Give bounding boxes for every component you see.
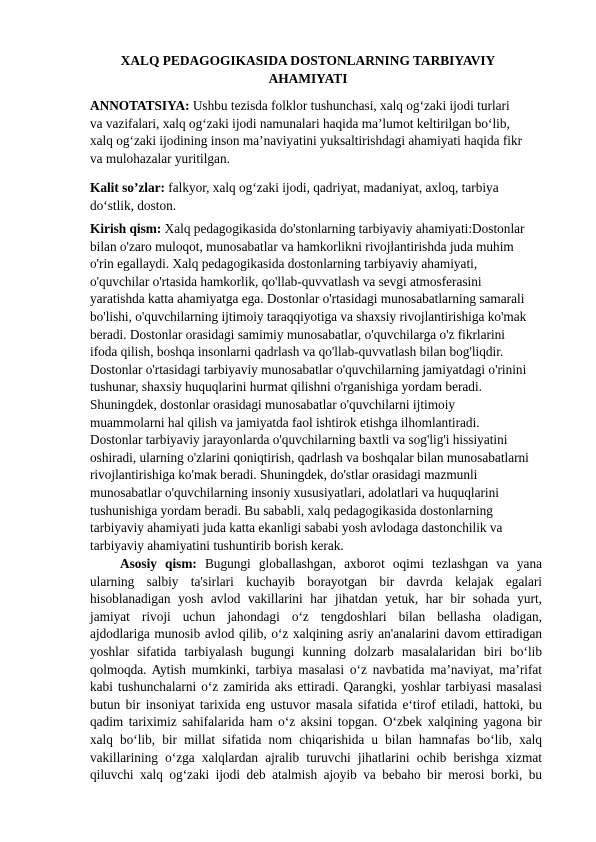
keywords-text: falkyor, xalq og‘zaki ijodi, qadriyat, madaniyat, axloq, tarbiya: [164, 180, 499, 195]
main-label: Asosiy qism:: [120, 556, 197, 571]
annotation-first-line: [90, 97, 542, 115]
intro-text: Xalq pedagogikasida do'stonlarning tarbiyaviy ahamiyati:Dostonlar: [161, 221, 525, 236]
annotation-line: va mulohazalar yuritilgan.: [90, 150, 230, 166]
keywords-line: do‘stlik, doston.: [90, 197, 177, 213]
title-line: XALQ PEDAGOGIKASIDA DOSTONLARNING TARBIYAVIY: [120, 53, 496, 68]
intro-line: Shuningdek, dostonlar orasidagi munosabatlar o'quvchilarni ijtimoiy: [90, 396, 456, 412]
main-first-line: [90, 555, 542, 573]
intro-line: o'quvchilar o'rtasida hamkorlik, qo'llab-quvvatlash va sevgi atmosferasini: [90, 273, 482, 289]
main-line: vakillarining o‘zga xalqlardan ajralib turuvchi jihatlarini ochib berishga xizmat: [90, 749, 542, 765]
main-line: yoshlar sifatida tarbiyalash bugungi kunning dolzarb masalalaridan biri bo‘lib: [90, 643, 542, 659]
main-line: hisoblanadigan yosh avlod vakillarini har jihatdan yetuk, har bir sohada yurt,: [90, 591, 542, 607]
intro-line: tarbiyaviy ahamiyati juda katta ekanligi sababi yosh avlodaga dastonchilik va: [90, 520, 503, 536]
intro-line: tushunishiga yordam beradi. Bu sababli, xalq pedagogikasida dostonlarning: [90, 502, 493, 518]
intro-line: yaratishda katta ahamiyatga ega. Dostonlar o'rtasidagi munosabatlarning samarali: [90, 291, 525, 307]
intro-line: Dostonlar o'rtasidagi tarbiyaviy munosabatlar o'quvchilarning jamiyatdagi o'rinini: [90, 361, 527, 377]
intro-line: o'rin egallaydi. Xalq pedagogikasida dostonlarning tarbiyaviy ahamiyati,: [90, 256, 478, 272]
intro-line: tarbiyaviy ahamiyatini tushuntirib borish kerak.: [90, 537, 344, 553]
main-line: ularning salbiy ta'sirlari kuchayib borayotgan bir davrda kelajak egalari: [90, 573, 542, 589]
keywords-first-line: [90, 179, 542, 197]
intro-label: Kirish qism:: [90, 221, 162, 236]
main-line: xalq bo‘lib, bir millat sifatida nom chiqarishida u bilan hamnafas bo‘lib, xalq: [90, 731, 542, 747]
intro-paragraph: [90, 220, 542, 554]
main-line: qolmoqda. Aytish mumkinki, tarbiya masalasi o‘z navbatida ma’naviyat, ma’rifat: [90, 661, 542, 677]
keywords-paragraph: [90, 179, 542, 214]
intro-line: Dostonlar tarbiyaviy jarayonlarda o'quvchilarning baxtli va sog'lig'i hissiyatini: [90, 432, 508, 448]
intro-line: bilan o'zaro muloqot, munosabatlar va hamkorlikni rivojlantirishda juda muhim: [90, 238, 514, 254]
title-line: AHAMIYATI: [268, 70, 348, 86]
main-line: kabi tushunchalarni o‘z zamirida aks ettiradi. Qarangki, yoshlar tarbiyasi masalasi: [90, 679, 542, 695]
main-line: butun bir insoniyat tarixida eng ustuvor masala sifatida e‘tirof etiladi, hattoki, bu: [90, 696, 542, 712]
intro-line: bo'lishi, o'quvchilarning ijtimoiy taraqqiyotiga va shaxsiy rivojlantirishiga ko'mak: [90, 308, 527, 324]
main-text: Bugungi globallashgan, axborot oqimi tezlashgan va yana: [196, 556, 542, 571]
main-line: jamiyat rivoji uchun jahondagi o‘z tengdoshlari bilan bellasha oladigan,: [90, 608, 542, 624]
annotation-line: xalq og‘zaki ijodining inson ma’naviyatini yuksaltirishdagi ahamiyati haqida fikr: [90, 133, 523, 149]
paper-title: [90, 52, 526, 87]
intro-line: muammolarni hal qilish va jamiyatda faol ishtirok etishga ilhomlantiradi.: [90, 414, 480, 430]
main-line: qadim tariximiz sahifalarida ham o‘z aksini topgan. O‘zbek xalqining yagona bir: [90, 714, 542, 730]
annotation-label: ANNOTATSIYA:: [90, 98, 190, 113]
annotation-text: Ushbu tezisda folklor tushunchasi, xalq og‘zaki ijodi turlari: [189, 98, 510, 113]
main-paragraph: [90, 555, 542, 784]
intro-line: munosabatlar o'quvchilarning insoniy xususiyatlari, adolatlari va huquqlarini: [90, 484, 499, 500]
intro-line: rivojlantirishiga ko'mak beradi. Shuningdek, do'stlar orasidagi mazmunli: [90, 467, 478, 483]
annotation-line: va vazifalari, xalq og‘zaki ijodi namunalari haqida ma’lumot keltirilgan bo‘lib,: [90, 115, 510, 131]
intro-line: oshiradi, ularning o'zlarini qoniqtirish, qadrlash va boshqalar bilan munosabatlarni: [90, 449, 529, 465]
intro-line: tushunar, shaxsiy huquqlarini hurmat qilishni o'rganishiga yordam beradi.: [90, 379, 482, 395]
main-line: ajdodlariga munosib avlod qilib, o‘z xalqining asriy an'analarini davom ettiradigan: [90, 626, 542, 642]
keywords-label: Kalit so’zlar:: [90, 180, 165, 195]
intro-line: beradi. Dostonlar orasidagi samimiy munosabatlar, o'quvchilarga o'z fikrlarini: [90, 326, 505, 342]
intro-line: ifoda qilish, boshqa insonlarni qadrlash va qo'llab-quvvatlash bilan bog'liqdir.: [90, 344, 504, 360]
intro-first-line: [90, 220, 542, 238]
annotation-paragraph: [90, 97, 542, 167]
main-line: qiluvchi xalq og‘zaki ijodi deb atalmish ajoyib va bebaho bir merosi borki, bu: [90, 767, 542, 783]
